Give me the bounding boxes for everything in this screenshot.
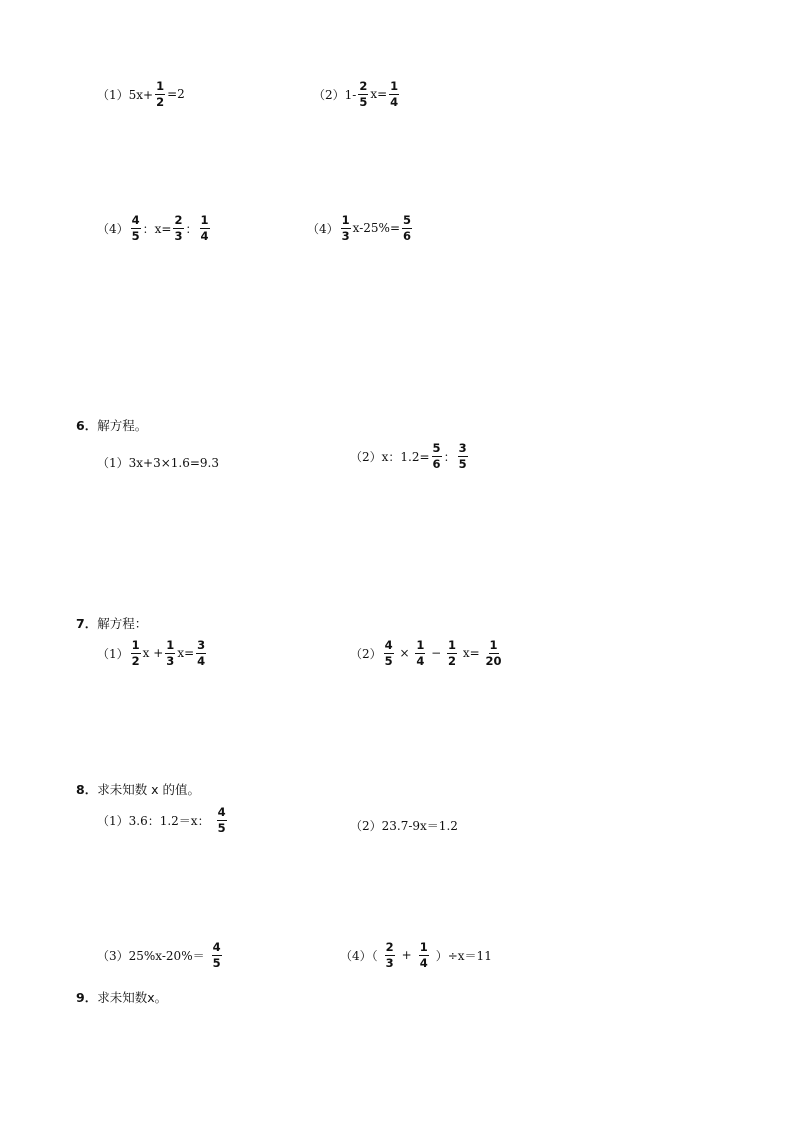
equation-7-1 (97, 639, 208, 667)
equation-8-4 (340, 941, 492, 969)
fraction: $\frac{1}{2}$ (448, 638, 457, 668)
question-8-heading (76, 780, 200, 798)
label: （4） (307, 221, 339, 236)
fraction: $\frac{1}{3}$ (341, 213, 350, 243)
label: ）÷x＝11 (435, 948, 492, 963)
label: （2） (350, 646, 382, 661)
fraction: $\frac{3}{5}$ (458, 441, 467, 471)
label: × (395, 646, 414, 661)
fraction: $\frac{4}{5}$ (384, 638, 393, 668)
label: x= (370, 87, 388, 102)
label: （2）23.7-9x＝1.2 (350, 819, 458, 833)
fraction: $\frac{2}{3}$ (385, 940, 394, 970)
label: ： (185, 221, 198, 236)
label: （3）25%x-20%＝ (97, 948, 205, 963)
label: − (427, 646, 446, 661)
label: + (401, 948, 412, 963)
question-title: 解方程： (97, 616, 148, 631)
fraction: $\frac{1}{20}$ (485, 638, 502, 668)
equation-6-1 (97, 454, 219, 471)
label: x-25%= (352, 221, 400, 236)
question-title: 解方程。 (97, 418, 148, 433)
question-6-heading (76, 416, 147, 434)
label: ：x= (142, 221, 172, 236)
fraction: $\frac{1}{4}$ (419, 940, 428, 970)
fraction: $\frac{1}{4}$ (390, 79, 399, 109)
label: （1）3x+3×1.6=9.3 (97, 456, 220, 470)
label: =2 (167, 87, 185, 102)
equation-7-2 (350, 639, 504, 667)
question-7-heading (76, 614, 147, 632)
fraction: $\frac{2}{5}$ (359, 79, 368, 109)
equation-8-1 (97, 806, 229, 834)
label: x= (177, 646, 195, 661)
fraction: $\frac{4}{5}$ (131, 213, 140, 243)
label: （2）1- (313, 87, 357, 102)
equation-6-2 (350, 442, 470, 470)
label: （4）（ (340, 948, 378, 963)
equation-1-2 (313, 80, 401, 108)
fraction: $\frac{1}{2}$ (156, 79, 165, 109)
fraction: $\frac{1}{3}$ (166, 638, 175, 668)
fraction: $\frac{4}{5}$ (217, 805, 226, 835)
label: x + (142, 646, 164, 661)
equation-8-3 (97, 941, 224, 969)
equation-1-1 (97, 80, 185, 108)
question-number: 7． (76, 616, 98, 631)
question-number: 6． (76, 418, 98, 433)
fraction: $\frac{4}{5}$ (212, 940, 221, 970)
label: （1）5x+ (97, 87, 154, 102)
equation-2-2 (307, 214, 414, 242)
fraction: $\frac{5}{6}$ (432, 441, 441, 471)
question-title: 求未知数 x 的值。 (97, 782, 201, 797)
fraction: $\frac{1}{4}$ (416, 638, 425, 668)
equation-8-2 (350, 817, 458, 834)
equation-2-1 (97, 214, 212, 242)
fraction: $\frac{1}{2}$ (131, 638, 140, 668)
label: （1）3.6：1.2＝x： (97, 813, 210, 828)
question-title: 求未知数x。 (97, 990, 168, 1005)
label: （4） (97, 221, 129, 236)
label: ： (443, 449, 456, 464)
label: （1） (97, 646, 129, 661)
fraction: $\frac{1}{4}$ (200, 213, 209, 243)
fraction: $\frac{2}{3}$ (174, 213, 183, 243)
question-number: 9． (76, 990, 98, 1005)
label: （2）x：1.2= (350, 449, 430, 464)
question-number: 8． (76, 782, 98, 797)
label: x= (459, 646, 484, 661)
fraction: $\frac{5}{6}$ (403, 213, 412, 243)
question-9-heading (76, 988, 167, 1006)
fraction: $\frac{3}{4}$ (197, 638, 206, 668)
